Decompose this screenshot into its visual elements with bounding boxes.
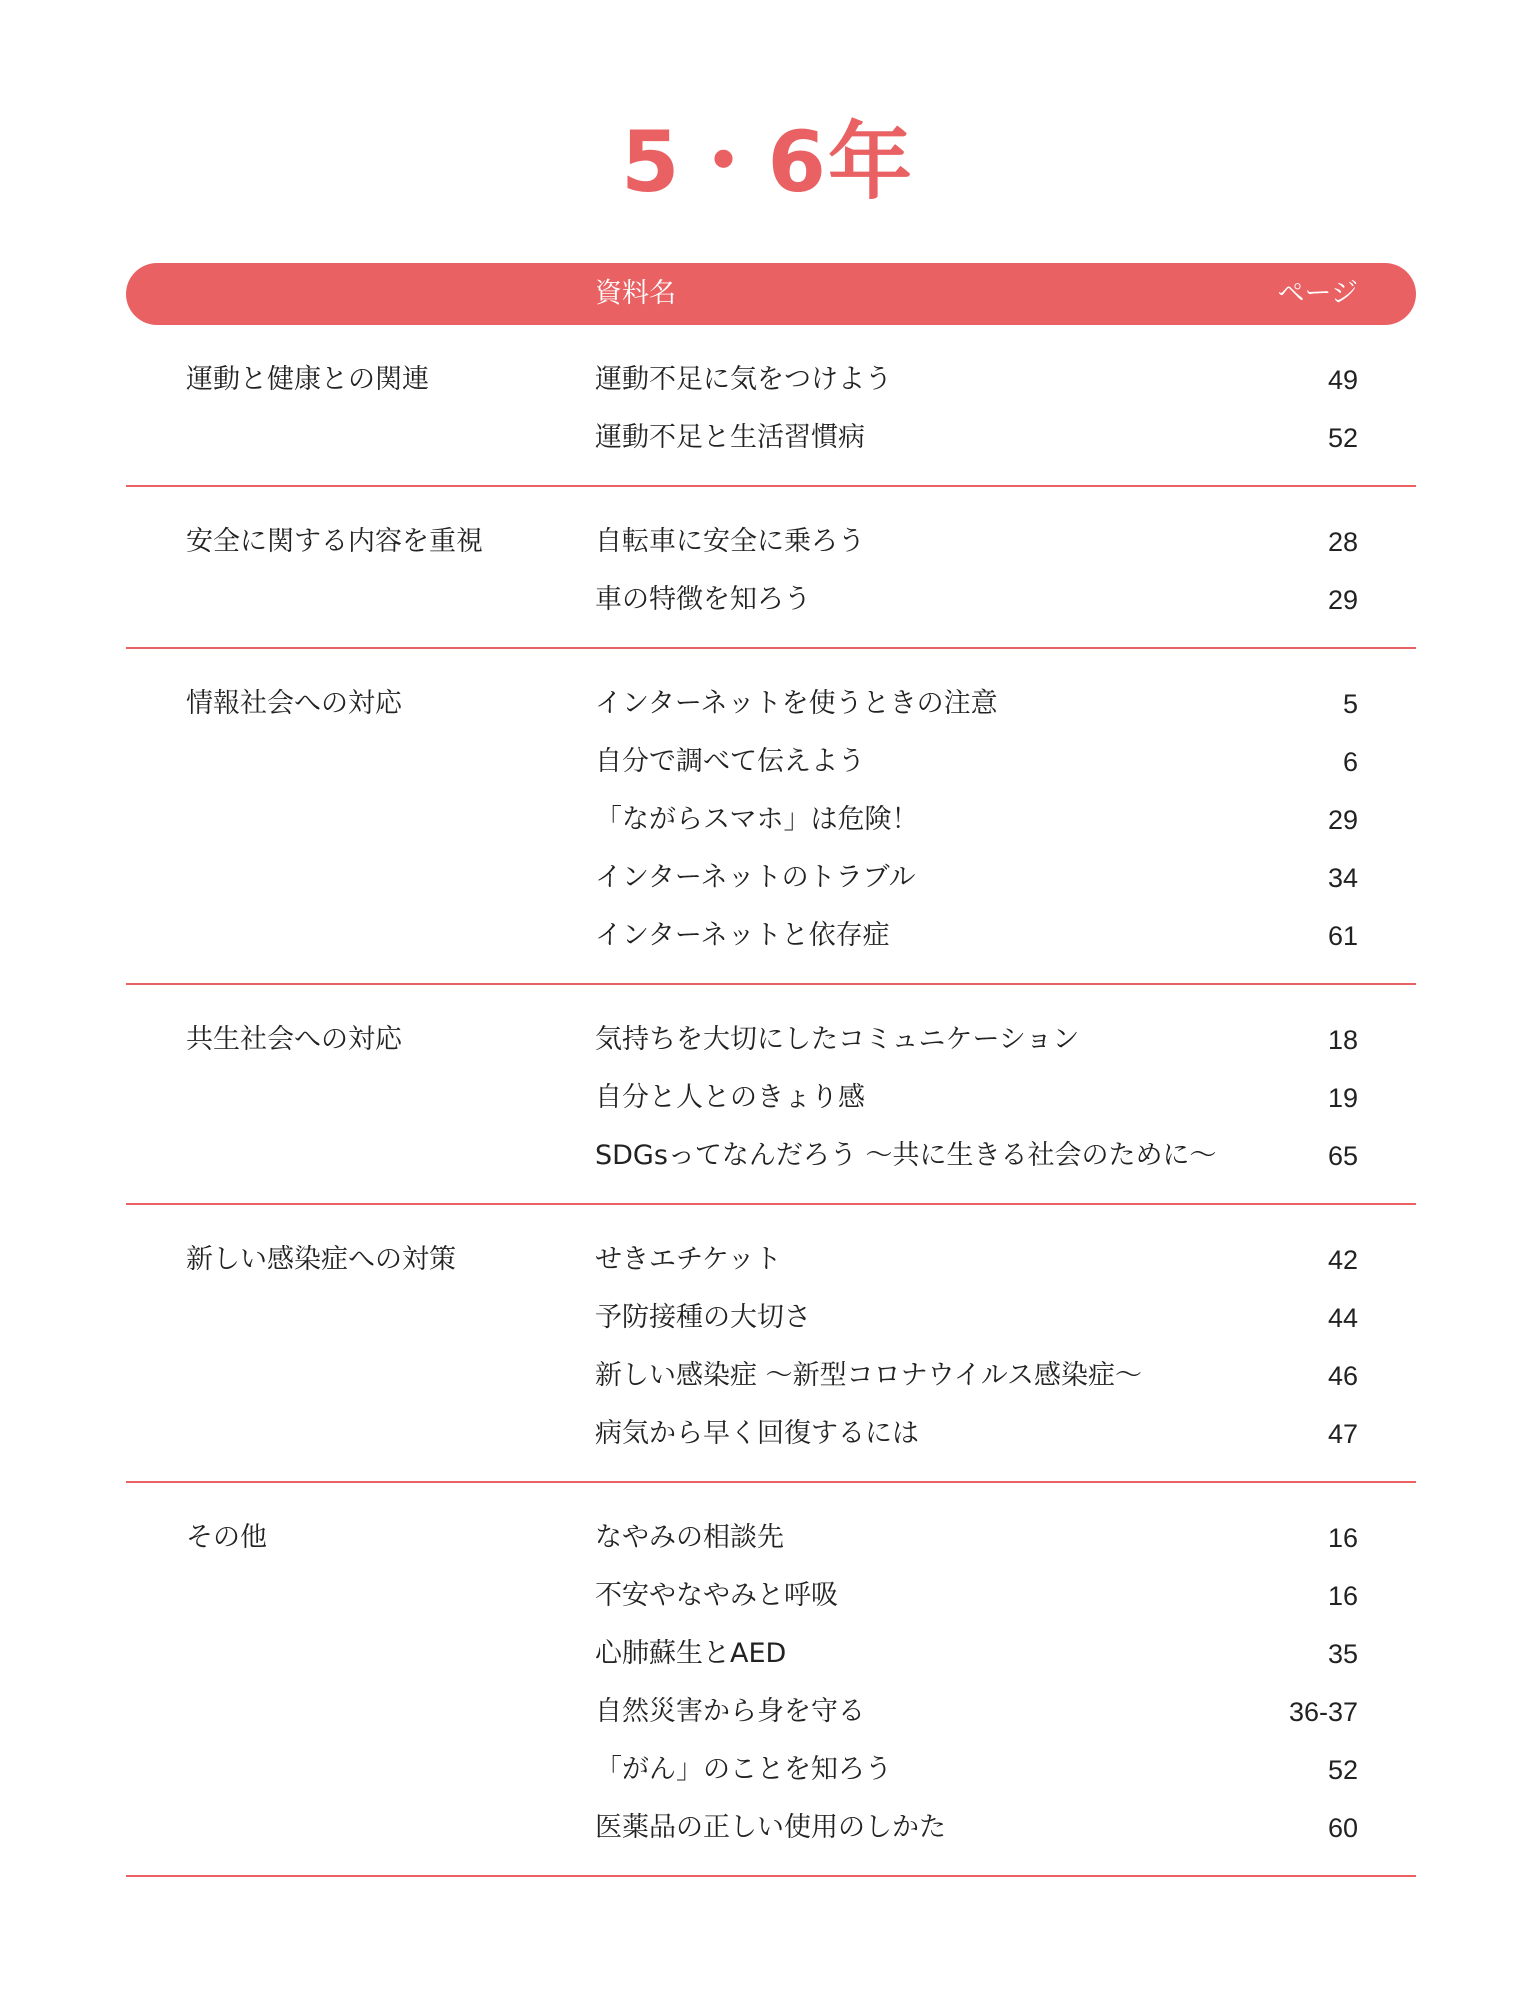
entry-title: 不安やなやみと呼吸 <box>595 1580 838 1611</box>
entry-title: 「ながらスマホ」は危険！ <box>595 804 919 835</box>
list-item[interactable] <box>595 1741 1358 1799</box>
entry-page: 19 <box>1327 1083 1358 1113</box>
entry-title: 「がん」のことを知ろう <box>595 1754 892 1785</box>
entry-title: インターネットを使うときの注意 <box>595 688 998 719</box>
entry-page: 52 <box>1327 423 1358 453</box>
list-item[interactable] <box>595 1405 1358 1463</box>
entry-title: せきエチケット <box>595 1244 782 1275</box>
list-item[interactable] <box>595 571 1358 629</box>
entry-page: 35 <box>1327 1639 1358 1669</box>
list-item[interactable] <box>595 1799 1358 1857</box>
entry-page: 44 <box>1327 1303 1358 1333</box>
section-category: 安全に関する内容を重視 <box>186 526 483 557</box>
list-item[interactable] <box>595 907 1358 965</box>
entry-title: 運動不足に気をつけよう <box>595 364 892 395</box>
list-item[interactable] <box>595 1011 1358 1069</box>
entry-page: 60 <box>1327 1813 1358 1843</box>
entry-title: 新しい感染症 ～新型コロナウイルス感染症～ <box>595 1360 1142 1391</box>
section-category: 共生社会への対応 <box>186 1024 402 1055</box>
list-item[interactable] <box>595 791 1358 849</box>
entry-page: 29 <box>1327 585 1358 615</box>
section-category: 運動と健康との関連 <box>186 364 429 395</box>
entry-page: 5 <box>1342 689 1358 719</box>
section-category: その他 <box>186 1522 267 1553</box>
list-item[interactable] <box>595 1289 1358 1347</box>
entry-title: 自転車に安全に乗ろう <box>595 526 865 557</box>
table-header <box>126 263 1416 325</box>
section-inclusive-society <box>126 985 1416 1205</box>
entry-title: 自分で調べて伝えよう <box>595 746 865 777</box>
entry-title: 医薬品の正しい使用のしかた <box>595 1812 946 1843</box>
entry-title: 予防接種の大切さ <box>595 1302 811 1333</box>
list-item[interactable] <box>595 513 1358 571</box>
entry-title: 心肺蘇生とAED <box>595 1638 787 1669</box>
list-item[interactable] <box>595 1625 1358 1683</box>
section-safety <box>126 487 1416 649</box>
entry-page: 34 <box>1327 863 1358 893</box>
header-page-label: ページ <box>1277 278 1358 309</box>
entry-title: 気持ちを大切にしたコミュニケーション <box>595 1024 1080 1055</box>
entry-page: 65 <box>1327 1141 1358 1171</box>
section-category: 新しい感染症への対策 <box>186 1244 456 1275</box>
list-item[interactable] <box>595 351 1358 409</box>
list-item[interactable] <box>595 1683 1358 1741</box>
entry-page: 6 <box>1342 747 1358 777</box>
entry-title: 運動不足と生活習慣病 <box>595 422 865 453</box>
entry-title: インターネットのトラブル <box>595 862 916 893</box>
list-item[interactable] <box>595 849 1358 907</box>
section-category: 情報社会への対応 <box>186 688 402 719</box>
entry-page: 61 <box>1327 921 1358 951</box>
section-other <box>126 1483 1416 1877</box>
entry-page: 42 <box>1327 1245 1358 1275</box>
list-item[interactable] <box>595 675 1358 733</box>
entry-page: 16 <box>1327 1581 1358 1611</box>
entry-page: 46 <box>1327 1361 1358 1391</box>
list-item[interactable] <box>595 1069 1358 1127</box>
list-item[interactable] <box>595 409 1358 467</box>
page-title: 5・6年 <box>621 113 914 211</box>
header-name-label: 資料名 <box>595 278 676 309</box>
list-item[interactable] <box>595 1347 1358 1405</box>
entry-page: 29 <box>1327 805 1358 835</box>
entry-title: インターネットと依存症 <box>595 920 890 951</box>
entry-title: 自然災害から身を守る <box>595 1696 865 1727</box>
entry-page: 28 <box>1327 527 1358 557</box>
list-item[interactable] <box>595 1127 1358 1185</box>
entry-title: 自分と人とのきょり感 <box>595 1082 865 1113</box>
table-of-contents <box>126 325 1416 1877</box>
list-item[interactable] <box>595 1567 1358 1625</box>
entry-page: 47 <box>1327 1419 1358 1449</box>
entry-title: 車の特徴を知ろう <box>595 584 811 615</box>
entry-title: 病気から早く回復するには <box>595 1418 919 1449</box>
list-item[interactable] <box>595 1509 1358 1567</box>
list-item[interactable] <box>595 733 1358 791</box>
section-infectious-disease <box>126 1205 1416 1483</box>
list-item[interactable] <box>595 1231 1358 1289</box>
entry-title: なやみの相談先 <box>595 1522 784 1553</box>
entry-page: 16 <box>1327 1523 1358 1553</box>
entry-page: 36-37 <box>1288 1697 1358 1727</box>
entry-page: 52 <box>1327 1755 1358 1785</box>
section-exercise-health <box>126 325 1416 487</box>
entry-title: SDGsってなんだろう ～共に生きる社会のために～ <box>595 1140 1217 1171</box>
entry-page: 49 <box>1327 365 1358 395</box>
section-information-society <box>126 649 1416 985</box>
entry-page: 18 <box>1327 1025 1358 1055</box>
